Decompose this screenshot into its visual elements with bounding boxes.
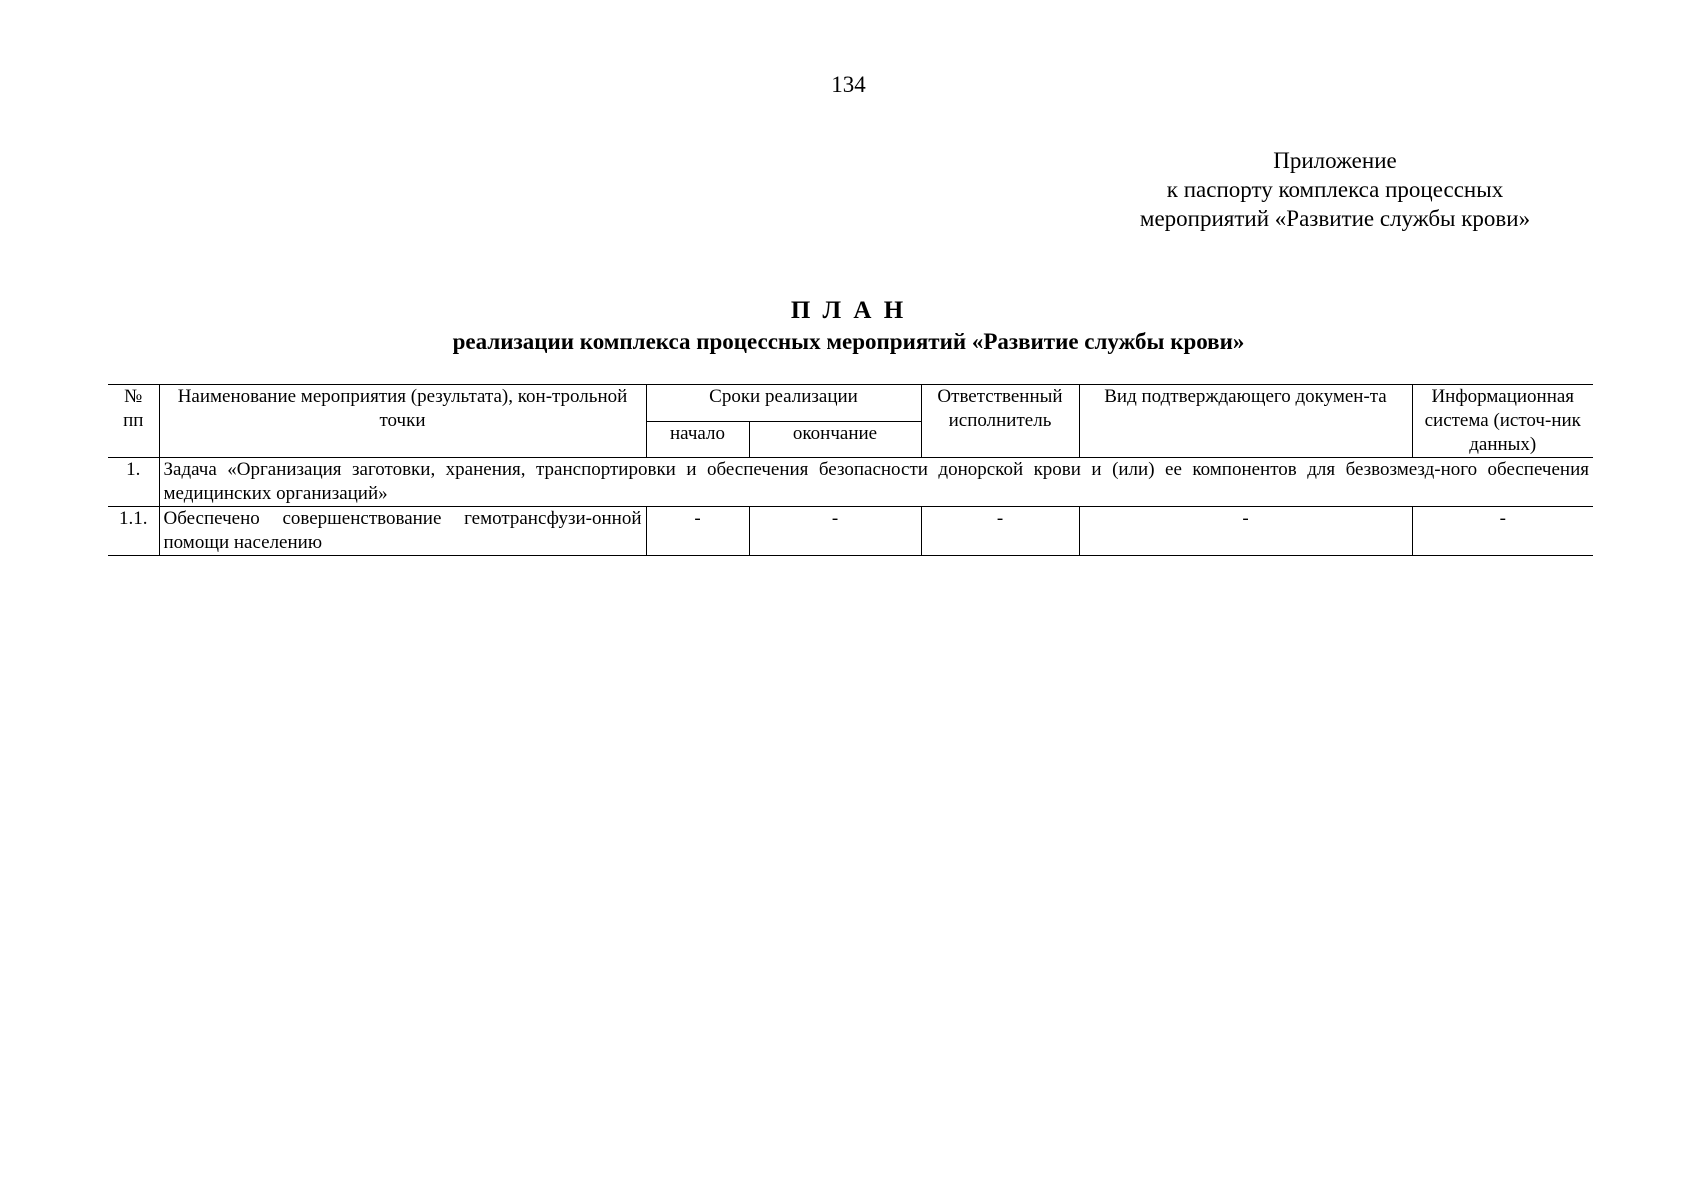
plan-table (108, 384, 1593, 556)
table-row (108, 507, 1593, 556)
appendix-line-2: к паспорту комплекса процессных (1166, 177, 1504, 202)
title-subtitle: реализации комплекса процессных мероприятий «Развитие службы крови» (452, 329, 1245, 354)
header-info-system: Информационная система (источ-ник данных) (1412, 385, 1593, 458)
task-text: Задача «Организация заготовки, хранения, транспортировки и обеспечения безопасности донорской крови и (или) ее компонентов для безвозмезд-ного обеспечения медицинских организаций» (159, 458, 1593, 507)
header-doc-type: Вид подтверждающего докумен-та (1079, 385, 1412, 458)
row-name: Обеспечено совершенствование гемотрансфузи-онной помощи населению (159, 507, 646, 556)
row-responsible: - (921, 507, 1079, 556)
row-end: - (749, 507, 921, 556)
row-start: - (646, 507, 749, 556)
header-responsible: Ответственный исполнитель (921, 385, 1079, 458)
header-name: Наименование мероприятия (результата), кон-трольной точки (159, 385, 646, 458)
row-info-system: - (1412, 507, 1593, 556)
header-terms: Сроки реализации (646, 385, 921, 422)
header-end: окончание (749, 421, 921, 458)
appendix-line-1: Приложение (1273, 148, 1397, 173)
document-title (0, 296, 1697, 358)
header-start: начало (646, 421, 749, 458)
header-num: № пп (108, 385, 159, 458)
appendix-line-3: мероприятий «Развитие службы крови» (1139, 206, 1531, 231)
row-doc-type: - (1079, 507, 1412, 556)
row-num: 1.1. (108, 507, 159, 556)
page-number: 134 (831, 72, 866, 97)
task-row (108, 458, 1593, 507)
task-num: 1. (108, 458, 159, 507)
title-main: П Л А Н (790, 297, 907, 324)
appendix-note (1095, 146, 1575, 233)
